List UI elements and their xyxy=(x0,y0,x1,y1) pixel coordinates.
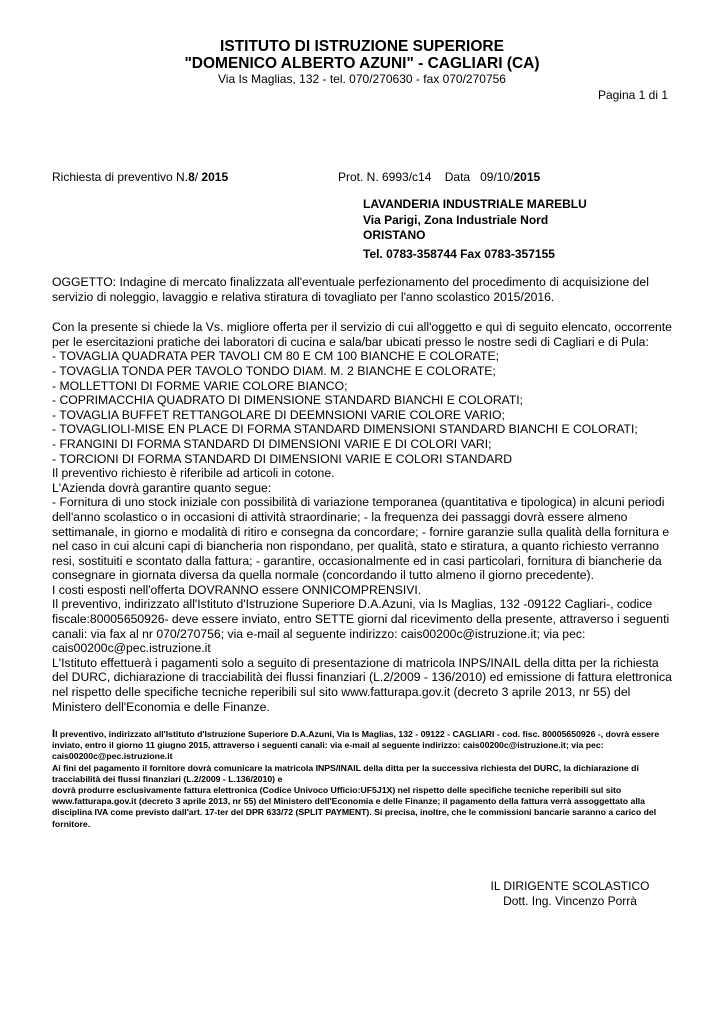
note-line-3: dovrà produrre esclusivamente fattura elettronica (Codice Univoco Ufficio:UF5J1X) nel rispetto delle specifiche tecniche reperibili sul sito www.fatturapa.gov.it (decreto 3 aprile 2013, nr 55) del Ministero dell'Economia e delle Finanze; il pagamento della fattura verrà assoggettato alla disciplina IVA come previsto dall'art. 17-ter del DPR 633/72 (SPLIT PAYMENT). Si precisa, inoltre, che le commissioni bancarie saranno a carico del fornitore. xyxy=(52,785,657,829)
letter-body xyxy=(52,275,676,714)
costs-paragraph: I costi esposti nell'offerta DOVRANNO essere ONNICOMPRENSIVI. xyxy=(52,582,422,597)
list-item: - COPRIMACCHIA QUADRATO DI DIMENSIONE STANDARD BIANCHI E COLORATI; xyxy=(52,393,524,408)
note-initial: I xyxy=(52,728,56,740)
list-item: - MOLLETTONI DI FORME VARIE COLORE BIANCO; xyxy=(52,378,348,393)
institute-address: Via Is Maglias, 132 - tel. 070/270630 - fax 070/270756 xyxy=(218,72,506,86)
protocol-line xyxy=(338,170,540,184)
supply-paragraph: - Fornitura di uno stock iniziale con possibilità di variazione temporanea (quantitativa e tipologica) in alcuni periodi dell'anno scolastico o in occasioni di attività straordinarie; - la frequenza dei passaggi dovrà essere almeno settimanale, in giorno e modalità di ritiro e consegna da concordare; - fornire garanzie sulla qualità della fornitura e nel caso in cui alcuni capi di biancheria non rispondano, per qualità, stato e stiratura, a quanto richiesto verranno resi, sostituiti e scontato dalla fattura; - garantire, occasionalmente ed in casi particolari, fornitura di biancherie da consegnare in giornata diversa da quella normale (concordando il tutto almeno il giorno precedente). xyxy=(52,495,670,583)
date-year: 2015 xyxy=(513,170,541,184)
request-year: 2015 xyxy=(201,170,229,184)
date-value: 09/10/ xyxy=(480,170,514,184)
request-number: 8 xyxy=(188,170,195,184)
submission-paragraph: Il preventivo, indirizzato all'Istituto d'Istruzione Superiore D.A.Azuni, via Is Maglias, 132 -09122 Cagliari-, codice fiscale:80005650926- deve essere inviato, entro SETTE giorni dal ricevimento della presente, attraverso i seguenti canali: via fax al nr 070/270756; via e-mail al seguente indirizzo: cais00200c@istruzione.it; via pec: cais00200c@pec.istruzione.it xyxy=(52,597,670,656)
list-item: - TOVAGLIA QUADRATA PER TAVOLI CM 80 E CM 100 BIANCHE E COLORATE; xyxy=(52,349,499,364)
note-line-2: Ai fini del pagamento il fornitore dovrà comunicare la matricola INPS/INAIL della ditta per la successiva richiesta del DURC, la dichiarazione di tracciabilità dei flussi finanziari (L.2/2009 - L.136/2010) e xyxy=(52,762,639,784)
requirements-heading: L'Azienda dovrà garantire quanto segue: xyxy=(52,480,272,495)
list-item: - TORCIONI DI FORMA STANDARD DI DIMENSIONI VARIE E COLORI STANDARD xyxy=(52,451,513,466)
subject-paragraph: OGGETTO: Indagine di mercato finalizzata all'eventuale perfezionamento del procedimento di acquisizione del servizio di noleggio, lavaggio e relativa stiratura di tovagliato per l'anno scolastico 2015/2016. xyxy=(52,275,649,304)
signature-title: IL DIRIGENTE SCOLASTICO xyxy=(490,879,650,893)
recipient-block xyxy=(363,197,587,262)
date-label: Data xyxy=(444,170,471,184)
list-item: - FRANGINI DI FORMA STANDARD DI DIMENSIONI VARIE E DI COLORI VARI; xyxy=(52,436,492,451)
signature-block xyxy=(485,879,655,909)
institute-subtitle: "DOMENICO ALBERTO AZUNI" - CAGLIARI (CA) xyxy=(184,55,540,72)
list-item: - TOVAGLIA BUFFET RETTANGOLARE DI DEEMNSIONI VARIE COLORE VARIO; xyxy=(52,407,505,422)
intro-paragraph: Con la presente si chiede la Vs. migliore offerta per il servizio di cui all'oggetto e quì di seguito elencato, occorrente per le esercitazioni pratiche dei laboratori di cucina e sala/bar ubicati presso le nostre sedi di Cagliari e di Pula: xyxy=(52,320,672,349)
cotton-paragraph: Il preventivo richiesto è riferibile ad articoli in cotone. xyxy=(52,466,335,481)
page-number: Pagina 1 di 1 xyxy=(597,88,668,102)
list-item: - TOVAGLIA TONDA PER TAVOLO TONDO DIAM. M. 2 BIANCHE E COLORATE; xyxy=(52,363,496,378)
recipient-city: ORISTANO xyxy=(363,228,426,242)
footer-note xyxy=(52,729,686,830)
request-sep: / xyxy=(194,170,202,184)
request-reference xyxy=(52,170,228,184)
recipient-phone: Tel. 0783-358744 Fax 0783-357155 xyxy=(363,246,555,261)
protocol-number: Prot. N. 6993/c14 xyxy=(338,170,432,184)
request-label: Richiesta di preventivo N. xyxy=(52,170,189,184)
list-item: - TOVAGLIOLI-MISE EN PLACE DI FORMA STANDARD DIMENSIONI STANDARD BIANCHI E COLORATI; xyxy=(52,422,638,437)
institute-name: ISTITUTO DI ISTRUZIONE SUPERIORE xyxy=(220,38,504,55)
recipient-street: Via Parigi, Zona Industriale Nord xyxy=(363,212,549,227)
signature-name: Dott. Ing. Vincenzo Porrà xyxy=(503,894,637,908)
recipient-name: LAVANDERIA INDUSTRIALE MAREBLU xyxy=(363,197,587,211)
note-line-1: l preventivo, indirizzato all'Istituto d'Istruzione Superiore D.A.Azuni, Via Is Maglias, 132 - 09122 - CAGLIARI - cod. fisc. 80005650926 -, dovrà essere inviato, entro il giorno 11 giugno 2015, attraverso i seguenti canali: via e-mail al seguente indirizzo: cais00200c@istruzione.it; via pec: cais00200c@pec.istruzione.it xyxy=(52,729,660,762)
payment-paragraph: L'Istituto effettuerà i pagamenti solo a seguito di presentazione di matricola INPS/INAIL della ditta per la richiesta del DURC, dichiarazione di tracciabilità dei flussi finanziari (L.2/2009 - 136/2010) ed emissione di fattura elettronica nel rispetto delle specifiche tecniche reperibili sul sito www.fatturapa.gov.it (decreto 3 aprile 2013, nr 55) del Ministero dell'Economia e delle Finanze. xyxy=(52,655,672,714)
